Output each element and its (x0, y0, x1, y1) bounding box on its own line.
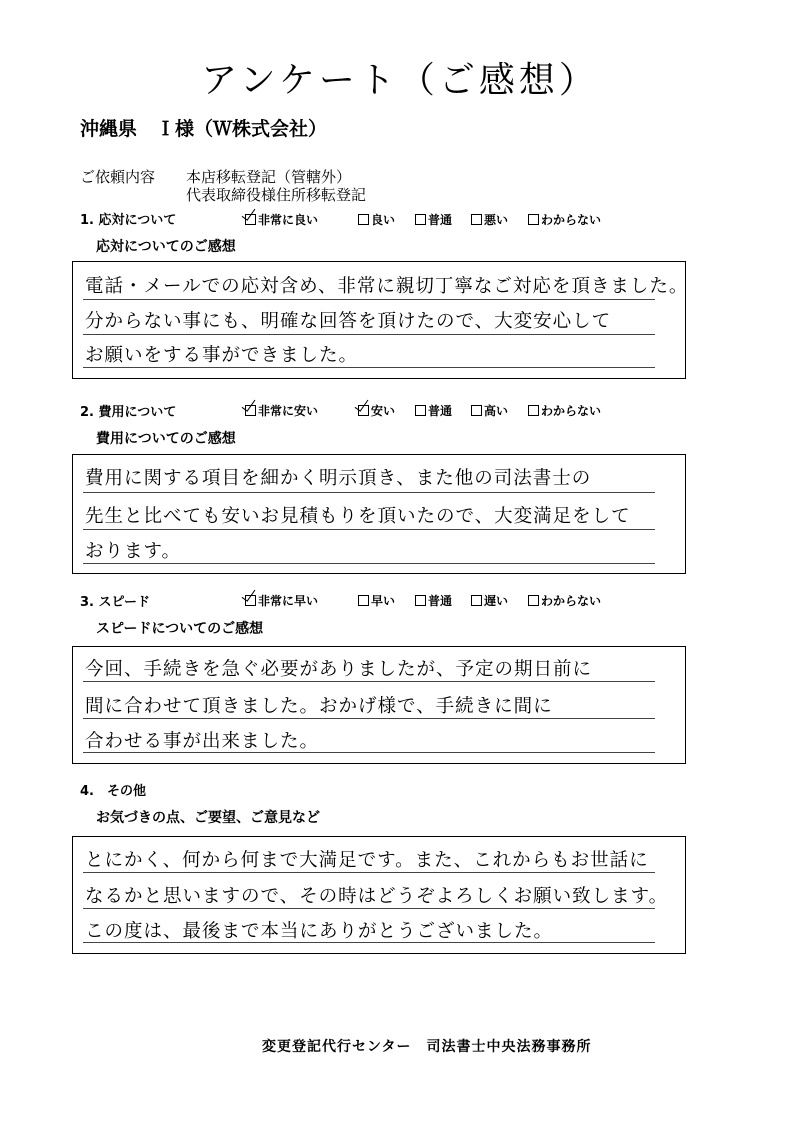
comment-line: おります。 (85, 541, 182, 562)
footer-office-name: 変更登記代行センター 司法書士中央法務事務所 (262, 1039, 592, 1055)
request-line-1: 本店移転登記（管轄外） (186, 168, 352, 186)
checkbox-icon (415, 595, 426, 606)
checkbox-checked-icon (245, 214, 256, 225)
section-3-comment-box (72, 646, 686, 764)
comment-line: この度は、最後まで本当にありがとうございました。 (85, 921, 554, 942)
section-1-option-5[interactable]: わからない (528, 211, 601, 228)
section-1-option-3[interactable]: 普通 (415, 211, 452, 228)
comment-line: 分からない事にも、明確な回答を頂けたので、大変安心して (85, 311, 612, 332)
section-2-comment-box (72, 454, 686, 574)
comment-line: なるかと思いますので、その時はどうぞよろしくお願い致します。 (85, 886, 669, 907)
checkbox-icon (415, 405, 426, 416)
section-1-sub-label: 応対についてのご感想 (96, 239, 236, 255)
checkbox-icon (471, 405, 482, 416)
section-4-comment-box (72, 836, 686, 954)
section-3-option-2[interactable]: 早い (358, 592, 395, 609)
section-2-option-2[interactable]: 安い (358, 402, 395, 419)
section-3-option-1[interactable]: 非常に早い (245, 592, 318, 609)
section-1-option-1[interactable]: 非常に良い (245, 211, 318, 228)
comment-line: 費用に関する項目を細かく明示頂き、また他の司法書士の (85, 468, 592, 489)
section-2-option-1[interactable]: 非常に安い (245, 402, 318, 419)
section-3-sub-label: スピードについてのご感想 (96, 621, 264, 637)
section-1-label: 1. 応対について (80, 213, 177, 228)
checkbox-icon (528, 595, 539, 606)
page-title: アンケート（ご感想） (201, 60, 599, 101)
checkbox-checked-icon (245, 595, 256, 606)
checkbox-icon (415, 214, 426, 225)
section-1-comment-box (72, 261, 689, 379)
comment-line: 合わせる事が出来ました。 (85, 731, 320, 752)
comment-line: 先生と比べても安いお見積もりを頂いたので、大変満足をして (85, 506, 631, 527)
section-3-option-5[interactable]: わからない (528, 592, 601, 609)
comment-line: 今回、手続きを急ぐ必要がありましたが、予定の期日前に (85, 659, 593, 680)
section-2-option-4[interactable]: 高い (471, 402, 508, 419)
checkbox-icon (528, 405, 539, 416)
checkbox-checked-icon (245, 405, 256, 416)
section-1-option-2[interactable]: 良い (358, 211, 395, 228)
checkbox-icon (528, 214, 539, 225)
section-3-option-3[interactable]: 普通 (415, 592, 452, 609)
comment-line: 電話・メールでの応対含め、非常に親切丁寧なご対応を頂きました。 (85, 276, 689, 297)
section-2-option-3[interactable]: 普通 (415, 402, 452, 419)
checkbox-icon (358, 595, 369, 606)
section-1-option-4[interactable]: 悪い (471, 211, 508, 228)
request-label: ご依頼内容 (80, 168, 156, 186)
section-4-label: 4. その他 (80, 784, 146, 799)
checkbox-checked-icon (358, 405, 369, 416)
comment-line: お願いをする事ができました。 (85, 345, 359, 366)
section-4-sub-label: お気づきの点、ご要望、ご意見など (96, 810, 320, 826)
customer-name: 沖縄県 Ｉ様（Ｗ株式会社） (80, 118, 328, 140)
section-3-label: 3. スピード (80, 595, 150, 610)
checkbox-icon (471, 214, 482, 225)
section-2-option-5[interactable]: わからない (528, 402, 601, 419)
section-2-sub-label: 費用についてのご感想 (96, 431, 236, 447)
checkbox-icon (471, 595, 482, 606)
comment-line: 間に合わせて頂きました。おかげ様で、手続きに間に (85, 696, 553, 717)
comment-line: とにかく、何から何まで大満足です。また、これからもお世話に (85, 850, 649, 871)
request-line-2: 代表取締役様住所移転登記 (186, 186, 367, 204)
section-2-label: 2. 費用について (80, 405, 177, 420)
checkbox-icon (358, 214, 369, 225)
section-3-option-4[interactable]: 遅い (471, 592, 508, 609)
